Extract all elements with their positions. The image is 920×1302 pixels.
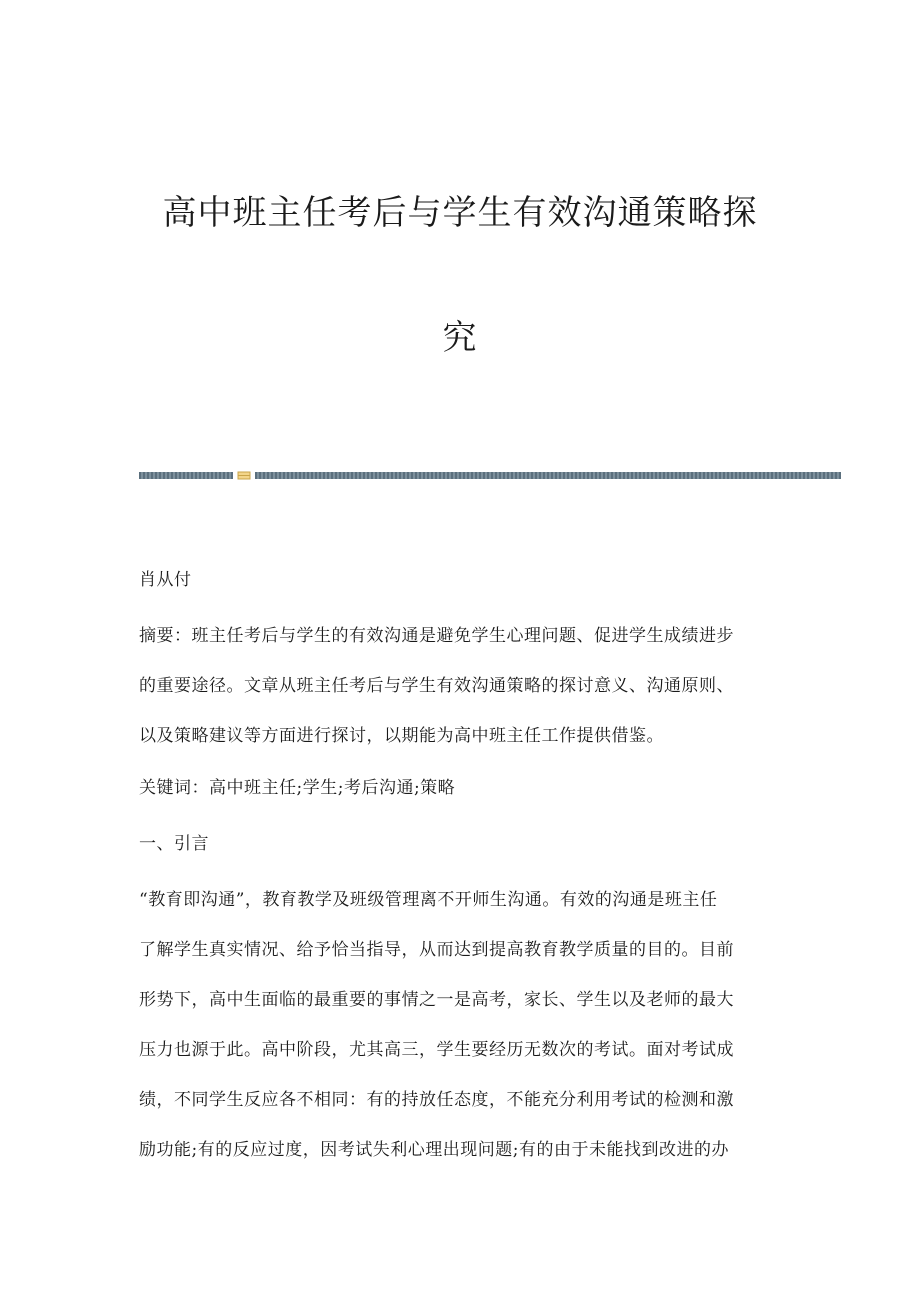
divider-bar-right — [255, 472, 841, 479]
document-title-line-2: 究 — [442, 318, 478, 358]
divider-ornament-icon — [237, 470, 251, 481]
body-line: 了解学生真实情况、给予恰当指导，从而达到提高教育教学质量的目的。目前 — [139, 940, 734, 960]
body-line: 形势下，高中生面临的最重要的事情之一是高考，家长、学生以及老师的最大 — [139, 990, 734, 1010]
divider-bar-left — [139, 472, 233, 479]
keywords: 关键词：高中班主任;学生;考后沟通;策略 — [139, 778, 456, 798]
body-line: 励功能;有的反应过度，因考试失利心理出现问题;有的由于未能找到改进的办 — [139, 1140, 729, 1160]
body-line: 压力也源于此。高中阶段，尤其高三，学生要经历无数次的考试。面对考试成 — [139, 1040, 734, 1060]
title-divider — [139, 470, 841, 481]
body-line: “教育即沟通”，教育教学及班级管理离不开师生沟通。有效的沟通是班主任 — [139, 890, 718, 910]
abstract-line-1: 摘要：班主任考后与学生的有效沟通是避免学生心理问题、促进学生成绩进步 — [139, 626, 734, 646]
abstract-line-3: 以及策略建议等方面进行探讨，以期能为高中班主任工作提供借鉴。 — [139, 726, 664, 746]
section-heading-introduction: 一、引言 — [139, 834, 209, 854]
author-name: 肖从付 — [139, 570, 192, 590]
body-line: 绩，不同学生反应各不相同：有的持放任态度，不能充分利用考试的检测和激 — [139, 1090, 734, 1110]
document-title-line-1: 高中班主任考后与学生有效沟通策略探 — [162, 193, 758, 233]
abstract-line-2: 的重要途径。文章从班主任考后与学生有效沟通策略的探讨意义、沟通原则、 — [139, 676, 734, 696]
